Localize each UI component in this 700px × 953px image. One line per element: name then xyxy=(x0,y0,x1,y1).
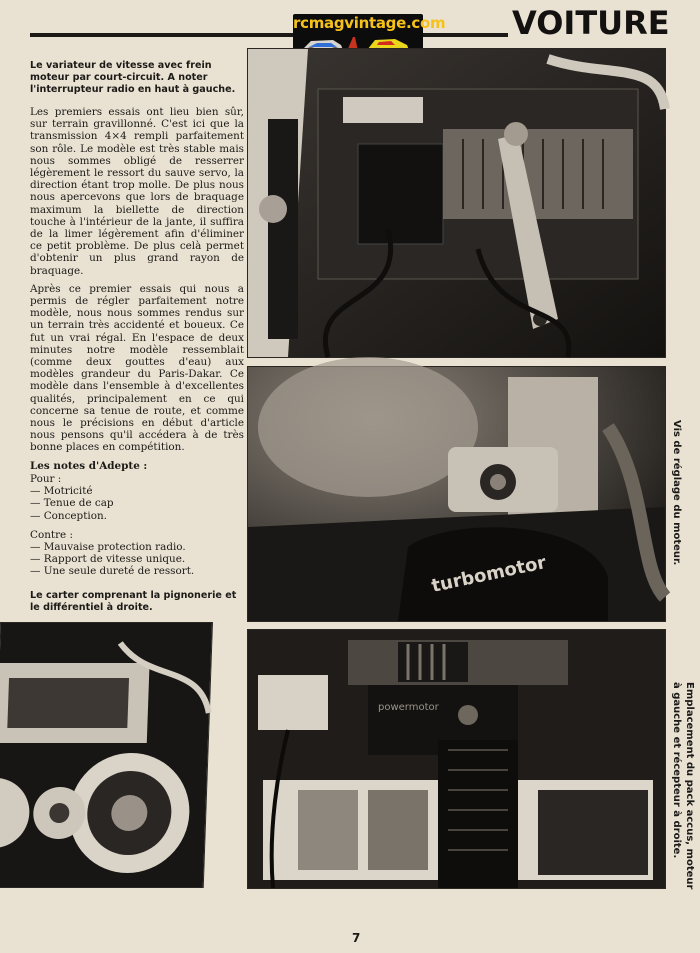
photo-gearbox xyxy=(0,622,213,888)
notes-block xyxy=(30,460,244,578)
caption-gearbox: Le carter comprenant la pignonerie et le différentiel à droite. xyxy=(30,590,237,613)
paragraph: Après ce premier essais qui nous a permis de régler parfaitement notre modèle, nous nous sommes rendus sur un terrain très accidenté et boueux. Ce fut un vrai régal. En l'espace de deux minutes notre modèle ressemblait (comme deux gouttes d'eau) aux modèles grandeur du Paris-Dakar. Ce modèle dans l'ensemble à d'excellentes qualités, principalement en ce qui concerne sa tenue de route, et comme nous le précisions en début d'article nous pensons qu'il accédera à de très bonne places en compétition. xyxy=(30,282,244,454)
pour-label: Pour : xyxy=(30,472,62,485)
list-item: — Motricité xyxy=(30,485,93,498)
section-title: VOITURE xyxy=(512,4,670,42)
list-item: — Conception. xyxy=(30,509,107,522)
motor-label-2: powermotor xyxy=(378,702,439,713)
photo-speed-controller xyxy=(247,48,666,358)
article-body xyxy=(30,106,244,578)
photo-motor-adjustment xyxy=(247,366,666,622)
motor-label: turbomotor xyxy=(429,552,549,597)
paragraph: Les premiers essais ont lieu bien sûr, sur terrain gravillonné. C'est ici que la transmission 4×4 rempli parfaitement son rôle. Le modèle est très stable mais nous sommes obligé de resserrer légèrement le ressort du sauve servo, la direction étant trop molle. De plus nous nous apercevons que lors de braquage maximum la biellette de direction touche à l'intérieur de la jante, il suffira de la limer légèrement afin d'éliminer ce petit problème. De plus celà permet d'obtenir un plus grand rayon de braquage. xyxy=(30,106,244,277)
header-rule xyxy=(30,33,508,37)
caption-speed-controller: Le variateur de vitesse avec frein moteur par court-circuit. A noter l'interrupteur radio en haut à gauche. xyxy=(30,60,236,95)
list-item: — Rapport de vitesse unique. xyxy=(30,553,186,566)
list-item: — Une seule dureté de ressort. xyxy=(30,565,195,578)
caption-battery-pack: Emplacement du pack accus, moteur à gauche et récepteur à droite. xyxy=(671,682,695,890)
list-item: — Tenue de cap xyxy=(30,497,114,510)
caption-motor-adjustment: Vis de réglage du moteur. xyxy=(671,420,682,566)
contre-label: Contre : xyxy=(30,528,73,541)
logo-title: rcmagvintage.com xyxy=(293,14,446,32)
page-number: 7 xyxy=(352,931,361,945)
list-item: — Mauvaise protection radio. xyxy=(30,540,186,553)
notes-title: Les notes d'Adepte : xyxy=(30,459,148,472)
photo-battery-pack xyxy=(247,629,666,889)
